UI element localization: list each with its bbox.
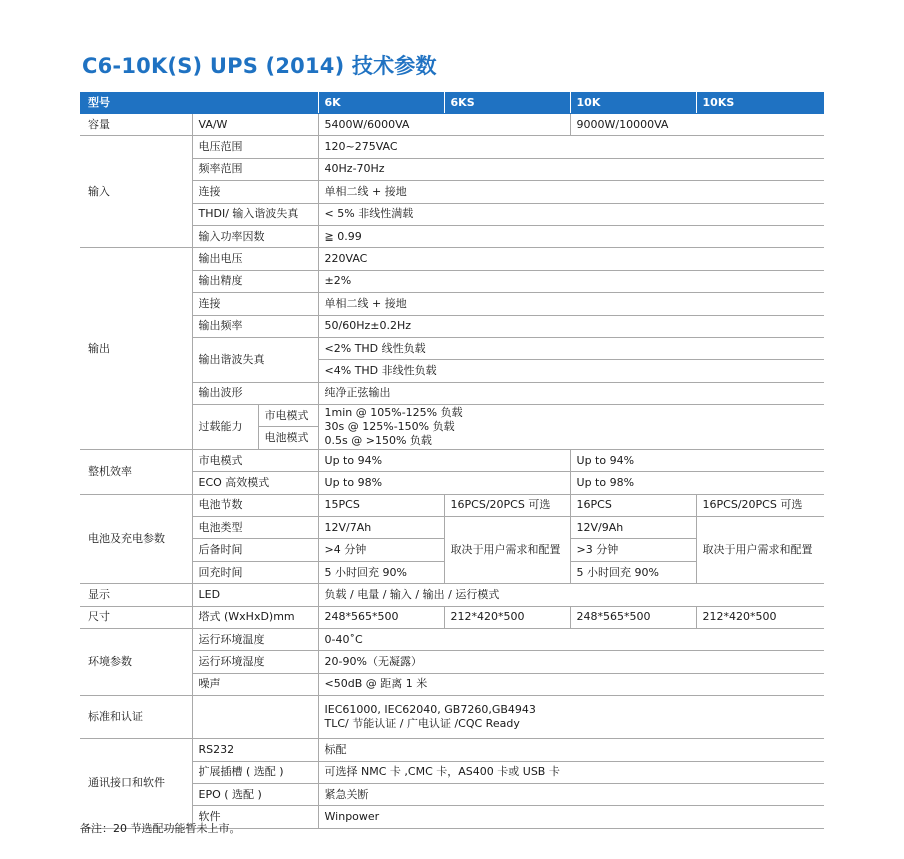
overload-mode-mains: 市电模式 bbox=[258, 405, 318, 427]
capacity-value-10k: 9000W/10000VA bbox=[570, 114, 824, 136]
row-value: Up to 98% bbox=[570, 472, 824, 494]
row-label: 输入功率因数 bbox=[192, 225, 318, 247]
row-label: 电池节数 bbox=[192, 494, 318, 516]
overload-values bbox=[318, 405, 824, 450]
header-model-6ks: 6KS bbox=[444, 92, 570, 114]
row-label: 输出频率 bbox=[192, 315, 318, 337]
battery-note-10ks: 取决于用户需求和配置 bbox=[696, 517, 824, 584]
row-value: 紧急关断 bbox=[318, 783, 824, 805]
table-row bbox=[80, 270, 824, 292]
header-model-10k: 10K bbox=[570, 92, 696, 114]
row-label: 连接 bbox=[192, 181, 318, 203]
row-label: ECO 高效模式 bbox=[192, 472, 318, 494]
row-value: 单相二线 + 接地 bbox=[318, 293, 824, 315]
standards-values bbox=[318, 696, 824, 739]
row-value: ±2% bbox=[318, 270, 824, 292]
row-value: >4 分钟 bbox=[318, 539, 444, 561]
table-row bbox=[80, 739, 824, 761]
overload-mode-battery: 电池模式 bbox=[258, 427, 318, 449]
table-row bbox=[80, 449, 824, 471]
category-dimension: 尺寸 bbox=[80, 606, 192, 628]
capacity-value-6k: 5400W/6000VA bbox=[318, 114, 570, 136]
row-value: 16PCS bbox=[570, 494, 696, 516]
row-value: <4% THD 非线性负载 bbox=[318, 360, 824, 382]
table-row bbox=[80, 606, 824, 628]
table-header-row bbox=[80, 92, 824, 114]
category-output: 输出 bbox=[80, 248, 192, 450]
table-row bbox=[80, 517, 824, 539]
row-label: VA/W bbox=[192, 114, 318, 136]
row-label: 输出精度 bbox=[192, 270, 318, 292]
table-row bbox=[80, 248, 824, 270]
table-row bbox=[80, 293, 824, 315]
row-label: 扩展插槽 ( 选配 ) bbox=[192, 761, 318, 783]
row-value: Up to 94% bbox=[318, 449, 570, 471]
table-row bbox=[80, 494, 824, 516]
row-value: 15PCS bbox=[318, 494, 444, 516]
row-label: 运行环境湿度 bbox=[192, 651, 318, 673]
table-row bbox=[80, 472, 824, 494]
table-row bbox=[80, 225, 824, 247]
row-label: 运行环境温度 bbox=[192, 628, 318, 650]
table-row bbox=[80, 628, 824, 650]
table-row bbox=[80, 783, 824, 805]
row-label: 过载能力 bbox=[192, 405, 258, 450]
footnote: 备注：20 节选配功能暂未上市。 bbox=[80, 822, 241, 835]
row-value: >3 分钟 bbox=[570, 539, 696, 561]
row-label: 噪声 bbox=[192, 673, 318, 695]
row-label: 频率范围 bbox=[192, 158, 318, 180]
table-row bbox=[80, 761, 824, 783]
row-value: 12V/9Ah bbox=[570, 517, 696, 539]
row-label: 输出谐波失真 bbox=[192, 337, 318, 382]
row-label: 回充时间 bbox=[192, 561, 318, 583]
row-value: 单相二线 + 接地 bbox=[318, 181, 824, 203]
row-label: 连接 bbox=[192, 293, 318, 315]
table-row bbox=[80, 696, 824, 739]
category-communication: 通讯接口和软件 bbox=[80, 739, 192, 829]
header-model-10ks: 10KS bbox=[696, 92, 824, 114]
row-label: 软件 bbox=[192, 806, 318, 828]
category-efficiency: 整机效率 bbox=[80, 449, 192, 494]
row-value: 248*565*500 bbox=[570, 606, 696, 628]
row-value: 可选择 NMC 卡 ,CMC 卡，AS400 卡或 USB 卡 bbox=[318, 761, 824, 783]
row-value: 40Hz-70Hz bbox=[318, 158, 824, 180]
page-title: C6-10K(S) UPS (2014) 技术参数 bbox=[82, 54, 437, 78]
table-row bbox=[80, 114, 824, 136]
row-label: 后备时间 bbox=[192, 539, 318, 561]
overload-line: 1min @ 105%-125% 负载 bbox=[324, 405, 463, 419]
table-row bbox=[80, 651, 824, 673]
row-value: ≧ 0.99 bbox=[318, 225, 824, 247]
row-label: RS232 bbox=[192, 739, 318, 761]
table-row bbox=[80, 673, 824, 695]
row-value: 248*565*500 bbox=[318, 606, 444, 628]
row-label: 输出波形 bbox=[192, 382, 318, 404]
row-value: 16PCS/20PCS 可选 bbox=[696, 494, 824, 516]
standards-line: IEC61000, IEC62040, GB7260,GB4943 bbox=[324, 703, 536, 717]
row-value: <2% THD 线性负载 bbox=[318, 337, 824, 359]
row-label-empty bbox=[192, 696, 318, 739]
row-value: 5 小时回充 90% bbox=[570, 561, 696, 583]
table-row bbox=[80, 136, 824, 158]
row-value: 20-90%（无凝露） bbox=[318, 651, 824, 673]
table-row bbox=[80, 315, 824, 337]
row-label: 电压范围 bbox=[192, 136, 318, 158]
row-value: < 5% 非线性满载 bbox=[318, 203, 824, 225]
row-label: 电池类型 bbox=[192, 517, 318, 539]
table-row bbox=[80, 181, 824, 203]
row-label: EPO ( 选配 ) bbox=[192, 783, 318, 805]
overload-line: 30s @ 125%-150% 负载 bbox=[324, 419, 455, 433]
row-value: 纯净正弦输出 bbox=[318, 382, 824, 404]
table-row bbox=[80, 584, 824, 606]
row-value: <50dB @ 距离 1 米 bbox=[318, 673, 824, 695]
row-value: 16PCS/20PCS 可选 bbox=[444, 494, 570, 516]
category-standards: 标准和认证 bbox=[80, 696, 192, 739]
row-value: 220VAC bbox=[318, 248, 824, 270]
row-label: 塔式 (WxHxD)mm bbox=[192, 606, 318, 628]
overload-line: 0.5s @ >150% 负载 bbox=[324, 433, 432, 447]
row-value: 120~275VAC bbox=[318, 136, 824, 158]
category-display: 显示 bbox=[80, 584, 192, 606]
battery-note-6ks: 取决于用户需求和配置 bbox=[444, 517, 570, 584]
header-model-6k: 6K bbox=[318, 92, 444, 114]
row-value: 12V/7Ah bbox=[318, 517, 444, 539]
row-label: 市电模式 bbox=[192, 449, 318, 471]
header-model-label: 型号 bbox=[80, 92, 318, 114]
row-value: 0-40˚C bbox=[318, 628, 824, 650]
row-value: 5 小时回充 90% bbox=[318, 561, 444, 583]
category-environment: 环境参数 bbox=[80, 628, 192, 695]
table-row bbox=[80, 337, 824, 359]
row-value: 50/60Hz±0.2Hz bbox=[318, 315, 824, 337]
row-value: Up to 98% bbox=[318, 472, 570, 494]
category-battery: 电池及充电参数 bbox=[80, 494, 192, 584]
spec-table bbox=[80, 92, 824, 829]
table-row bbox=[80, 382, 824, 404]
table-row bbox=[80, 203, 824, 225]
row-label: 输出电压 bbox=[192, 248, 318, 270]
row-value: 负载 / 电量 / 输入 / 输出 / 运行模式 bbox=[318, 584, 824, 606]
row-value: Winpower bbox=[318, 806, 824, 828]
row-label: LED bbox=[192, 584, 318, 606]
row-value: Up to 94% bbox=[570, 449, 824, 471]
category-input: 输入 bbox=[80, 136, 192, 248]
row-value: 212*420*500 bbox=[696, 606, 824, 628]
row-value: 标配 bbox=[318, 739, 824, 761]
category-capacity: 容量 bbox=[80, 114, 192, 136]
standards-line: TLC/ 节能认证 / 广电认证 /CQC Ready bbox=[324, 717, 520, 731]
table-row bbox=[80, 158, 824, 180]
row-value: 212*420*500 bbox=[444, 606, 570, 628]
row-label: THDI/ 输入谐波失真 bbox=[192, 203, 318, 225]
